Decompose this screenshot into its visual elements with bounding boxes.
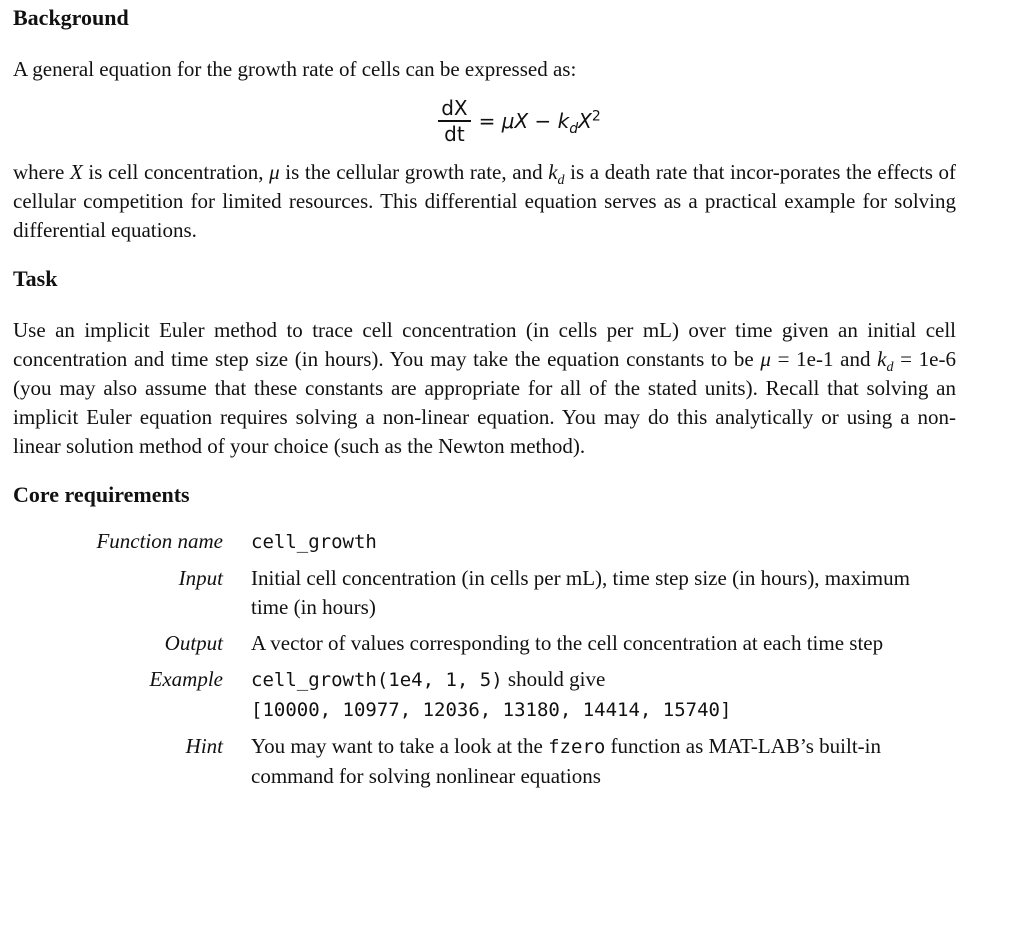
hint-value [251,732,951,798]
hint-code: fzero [548,736,606,758]
example-label: Example [149,667,223,691]
requirement-row-output [63,629,951,665]
text-span: You may want to take a look at the [251,734,549,758]
requirement-row-hint [63,732,951,798]
mu-symbol: μ [269,160,280,184]
output-value: A vector of values corresponding to the cell concentration at each time step [251,631,884,655]
k-symbol: k [877,347,887,371]
fraction-denominator: dt [444,121,465,146]
task-paragraph [13,316,956,461]
background-heading: Background [13,5,129,30]
function-name-label: Function name [96,529,223,553]
text-span: is the cellular growth rate, and [279,160,549,184]
core-heading: Core requirements [13,482,190,507]
text-span: = 1e-1 and [770,347,878,371]
text-span: function as MAT-LAB’s built-in command for solving nonlinear equations [251,734,881,788]
k-symbol: k [548,160,558,184]
d-subscript: d [886,360,894,376]
text-span: is a death rate that incor-porates the effects of cellular competition for limited resources. This differential equation serves as a practical example for solving differential equations. [13,160,956,242]
example-code: cell_growth(1e4, 1, 5) [251,669,503,691]
input-label: Input [178,566,223,590]
text-span: is cell concentration, [82,160,270,184]
derivative-fraction [438,96,470,146]
task-heading: Task [13,266,58,291]
text-span: Use an implicit Euler method to trace cell concentration (in cells per mL) over time given an initial cell concentration and time step size (in hours). You may take the equation constants to be [13,318,956,371]
mu-symbol: μ [501,108,515,133]
d-subscript: d [557,173,565,189]
equals-sign: = [478,108,496,133]
x-symbol: X [69,160,83,184]
example-result: [10000, 10977, 12036, 13180, 14414, 15740] [251,699,732,721]
input-value: Initial cell concentration (in cells per mL), time step size (in hours), maximum time (in hours) [251,566,910,619]
background-paragraph [13,158,956,245]
growth-equation [83,84,956,158]
k-symbol: k [557,108,570,133]
requirements-table [63,527,951,798]
text-span: where [13,160,70,184]
text-span: = 1e-6 (you may also assume that these constants are appropriate for all of the stated units). Recall that solving an implicit Euler equation requires solving a non-linear equation. You may do this analytically or using a non-linear solution method of your choice (such as the Newton method). [13,347,956,458]
example-text: should give [502,667,606,691]
minus-sign: − [534,108,552,133]
d-subscript: d [569,120,579,137]
function-name-value: cell_growth [251,531,377,553]
x2-symbol: X [578,108,592,133]
square-superscript: 2 [591,107,601,124]
requirement-row-input [63,564,951,629]
output-label: Output [164,631,223,655]
fraction-numerator: dX [441,96,468,121]
requirement-row-example [63,665,951,732]
x-symbol: X [514,108,529,133]
requirement-row-function-name [63,527,951,564]
mu-symbol: μ [760,347,771,371]
hint-label: Hint [185,734,223,758]
equation-rhs [479,107,601,136]
background-intro: A general equation for the growth rate of cells can be expressed as: [13,57,577,81]
example-value [251,665,951,732]
